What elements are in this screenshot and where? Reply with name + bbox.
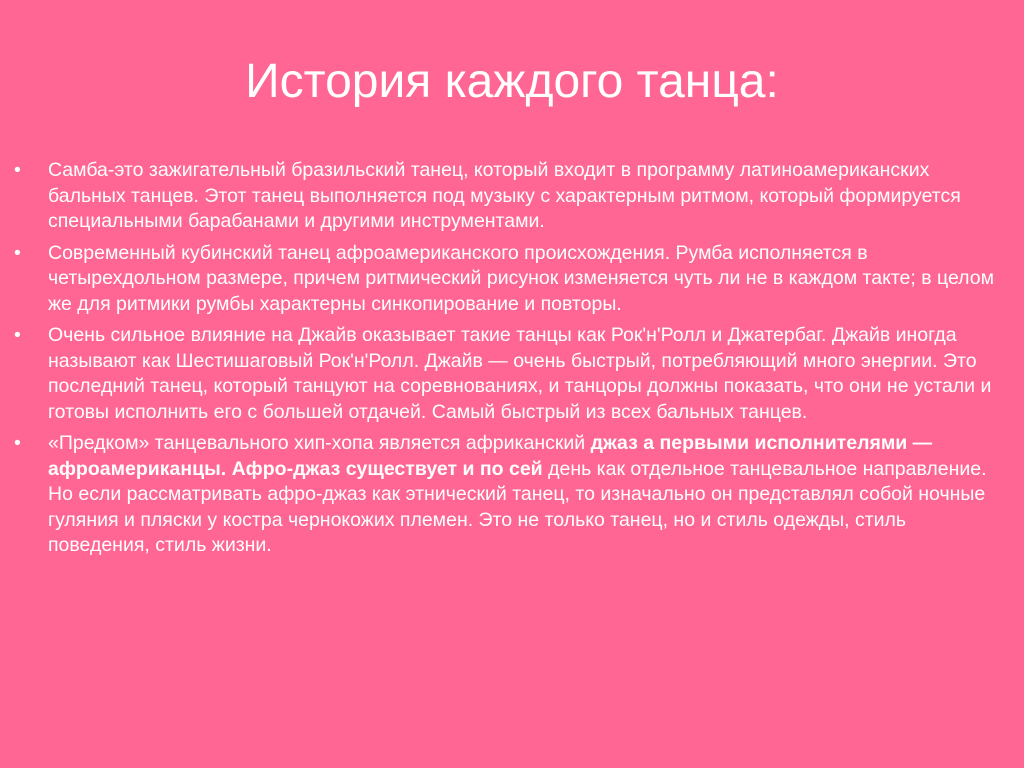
- bullet-icon: •: [14, 324, 21, 346]
- bullet-list: [14, 158, 1004, 565]
- slide-title: История каждого танца:: [245, 55, 779, 108]
- bullet-text: Современный кубинский танец афроамериканского происхождения. Румба исполняется в четырехдольном размере, причем ритмический рисунок изменяется чуть ли не в каждом такте; в целом же для ритмики румбы характерны синкопирование и повторы.: [48, 241, 994, 315]
- bullet-icon: •: [14, 432, 21, 454]
- bullet-item-jive: [14, 323, 1004, 425]
- bullet-item-hiphop: [14, 431, 1004, 559]
- bullet-text: Очень сильное влияние на Джайв оказывает такие танцы как Рок'н'Ролл и Джатербаг. Джайв иногда называют как Шестишаговый Рок'н'Ролл. Джайв — очень быстрый, потребляющий много энергии. Это последний танец, который танцуют на соревнованиях, и танцоры должны показать, что они не устали и готовы исполнить его с большей отдачей. Самый быстрый из всех бальных танцев.: [48, 324, 992, 423]
- bullet-icon: •: [14, 241, 21, 264]
- bullet-text: Самба-это зажигательный бразильский танец, который входит в программу латиноамериканских бальных танцев. Этот танец выполняется под музыку с характерным ритмом, который формируется специальными барабанами и другими инструментами.: [48, 159, 961, 232]
- bullet-item-samba: [14, 158, 1004, 235]
- bullet-icon: •: [14, 159, 21, 181]
- bullet-item-rumba: [14, 241, 1004, 318]
- bullet-text-after: день как отдельное танцевальное направление. Но если рассматривать афро-джаз как этнический танец, то изначально он представлял собой ночные гуляния и пляски у костра чернокожих племен. Это не только танец, но и стиль одежды, стиль поведения, стиль жизни.: [48, 457, 987, 556]
- bullet-text-bold: джаз а первыми исполнителями — афроамериканцы. Афро-джаз существует и по сей: [48, 432, 933, 480]
- bullet-text-before: «Предком» танцевального хип-хопа является африканский: [48, 432, 591, 454]
